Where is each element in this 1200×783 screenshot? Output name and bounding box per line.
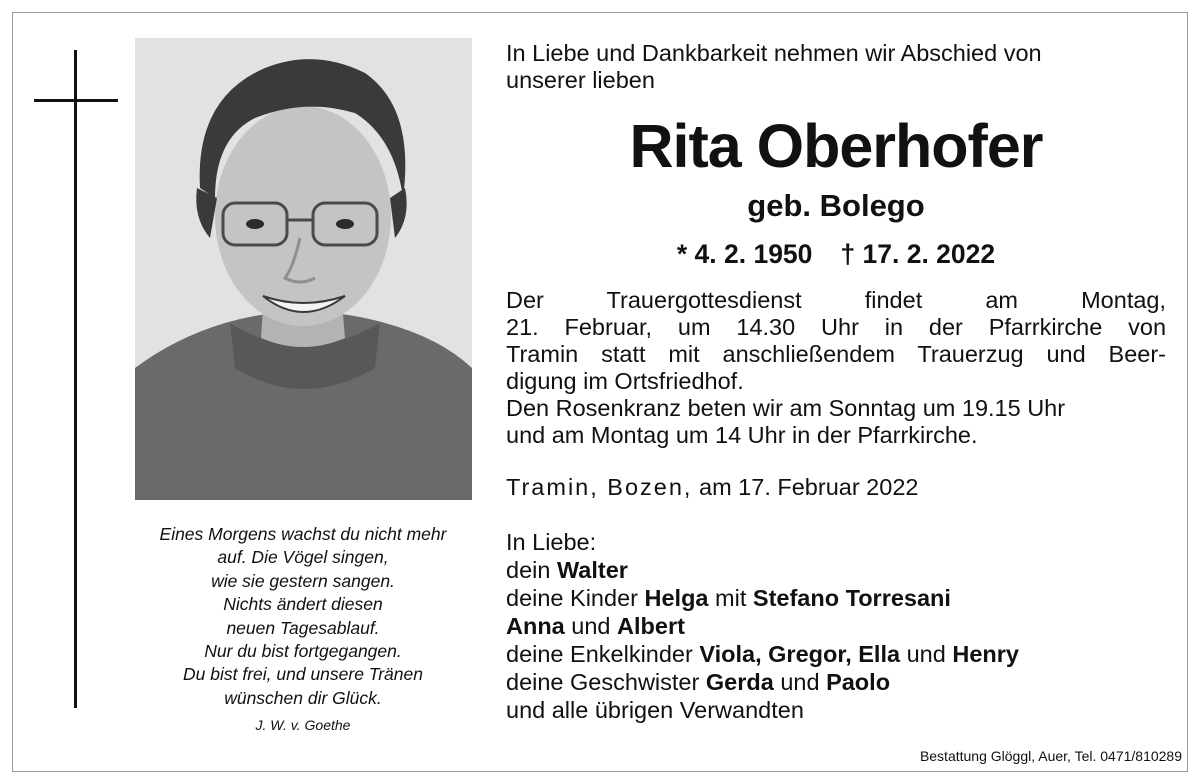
poem-line: wie sie gestern sangen. [211,570,395,591]
portrait-photo [135,38,472,500]
death-date: † 17. 2. 2022 [840,239,996,269]
poem-line: Eines Morgens wachst du nicht mehr [159,524,447,544]
family-line: Anna und Albert [506,613,685,639]
poem-author: J. W. v. Goethe [255,717,351,733]
poem-line: Nur du bist fortgegangen. [204,641,402,662]
poem [132,523,474,710]
cross-icon [74,50,77,708]
cross-icon-bar [34,99,118,102]
service-text [506,287,1166,449]
notice-date: am 17. Februar 2022 [699,474,919,500]
family-list [506,528,1166,724]
service-line: digung im Ortsfriedhof. [506,368,744,394]
family-line: dein Walter [506,557,628,583]
intro-line: In Liebe und Dankbarkeit nehmen wir Abschied von [506,40,1042,66]
poem-line: Nichts ändert diesen [223,594,383,615]
poem-line: neuen Tagesablauf. [226,617,380,638]
poem-line: Du bist frei, und unsere Tränen [183,664,423,685]
place-date [506,474,1166,501]
funeral-home-footer: Bestattung Glöggl, Auer, Tel. 0471/810289 [919,748,1182,764]
poem-line: wünschen dir Glück. [224,687,382,708]
intro-text [506,40,1166,94]
service-line: und am Montag um 14 Uhr in der Pfarrkirche. [506,422,978,448]
maiden-name: geb. Bolego [747,188,925,223]
service-line: Der Trauergottesdienst findet am Montag, [506,287,1167,313]
service-line: 21. Februar, um 14.30 Uhr in der Pfarrkirche von [506,314,1167,340]
family-line: deine Kinder Helga mit Stefano Torresani [506,585,951,611]
life-dates [506,238,1166,270]
places: Tramin, Bozen, [506,474,693,500]
poem-line: auf. Die Vögel singen, [217,547,389,568]
family-line: deine Enkelkinder Viola, Gregor, Ella und Henry [506,641,1019,667]
family-line: und alle übrigen Verwandten [506,697,804,723]
family-heading: In Liebe: [506,529,597,555]
portrait-illustration [135,38,472,500]
service-line: Tramin statt mit anschließendem Trauerzug und Beer- [506,341,1166,367]
family-line: deine Geschwister Gerda und Paolo [506,669,891,695]
spouse-name: Walter [556,557,628,583]
birth-date: * 4. 2. 1950 [676,239,813,269]
deceased-name: Rita Oberhofer [629,112,1043,180]
service-line: Den Rosenkranz beten wir am Sonntag um 19.15 Uhr [506,395,1066,421]
intro-line: unserer lieben [506,67,655,93]
